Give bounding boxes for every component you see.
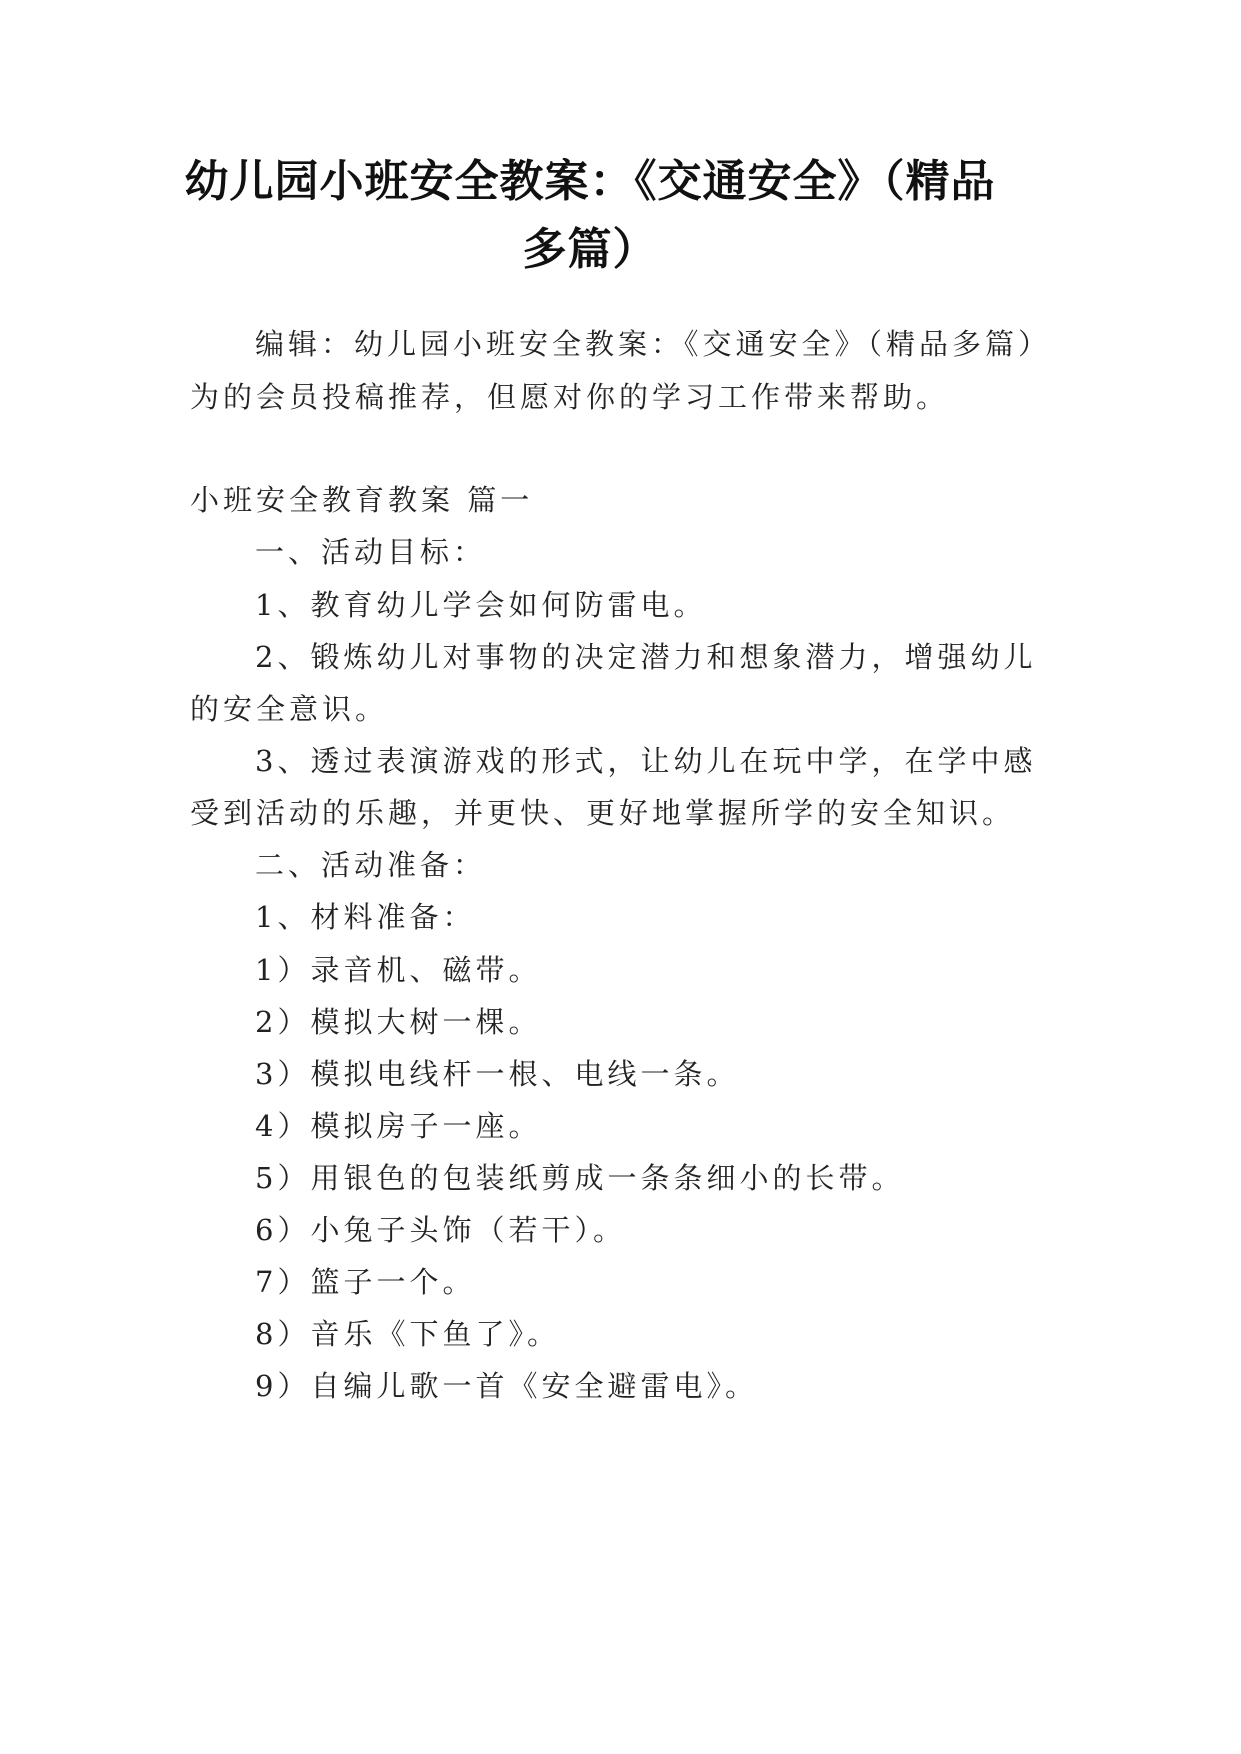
material-item: 7）篮子一个。 [255,1265,476,1299]
material-item: 3）模拟电线杆一根、电线一条。 [255,1057,740,1091]
document-title [150,148,1030,284]
title-line-2: 多篇） [522,224,658,275]
preparation-heading: 二、活动准备： [255,848,487,882]
goal-item-2-line-1: 2、锻炼幼儿对事物的决定潜力和想象潜力，增强幼儿 [255,640,1037,674]
goals-heading: 一、活动目标： [255,535,487,569]
material-item: 6）小兔子头饰（若干）。 [255,1213,626,1247]
intro-line-2: 为的会员投稿推荐，但愿对你的学习工作带来帮助。 [190,380,950,414]
materials-heading: 1、材料准备： [255,900,476,934]
material-item: 8）音乐《下鱼了》。 [255,1317,560,1351]
goal-item-3-line-1: 3、透过表演游戏的形式，让幼儿在玩中学，在学中感 [255,744,1037,778]
intro-line-1: 编辑：幼儿园小班安全教案：《交通安全》（精品多篇） [255,327,1052,361]
material-item: 1）录音机、磁带。 [255,953,542,987]
material-item: 5）用银色的包装纸剪成一条条细小的长带。 [255,1161,905,1195]
material-item: 4）模拟房子一座。 [255,1109,542,1143]
material-item: 9）自编儿歌一首《安全避雷电》。 [255,1369,758,1403]
material-item: 2）模拟大树一棵。 [255,1005,542,1039]
title-line-1: 幼儿园小班安全教案：《交通安全》（精品 [184,156,996,207]
goal-item-3-line-2: 受到活动的乐趣，并更快、更好地掌握所学的安全知识。 [190,796,1016,830]
section-heading: 小班安全教育教案 篇一 [190,483,534,517]
goal-item-1: 1、教育幼儿学会如何防雷电。 [255,588,707,622]
goal-item-2-line-2: 的安全意识。 [190,692,389,726]
